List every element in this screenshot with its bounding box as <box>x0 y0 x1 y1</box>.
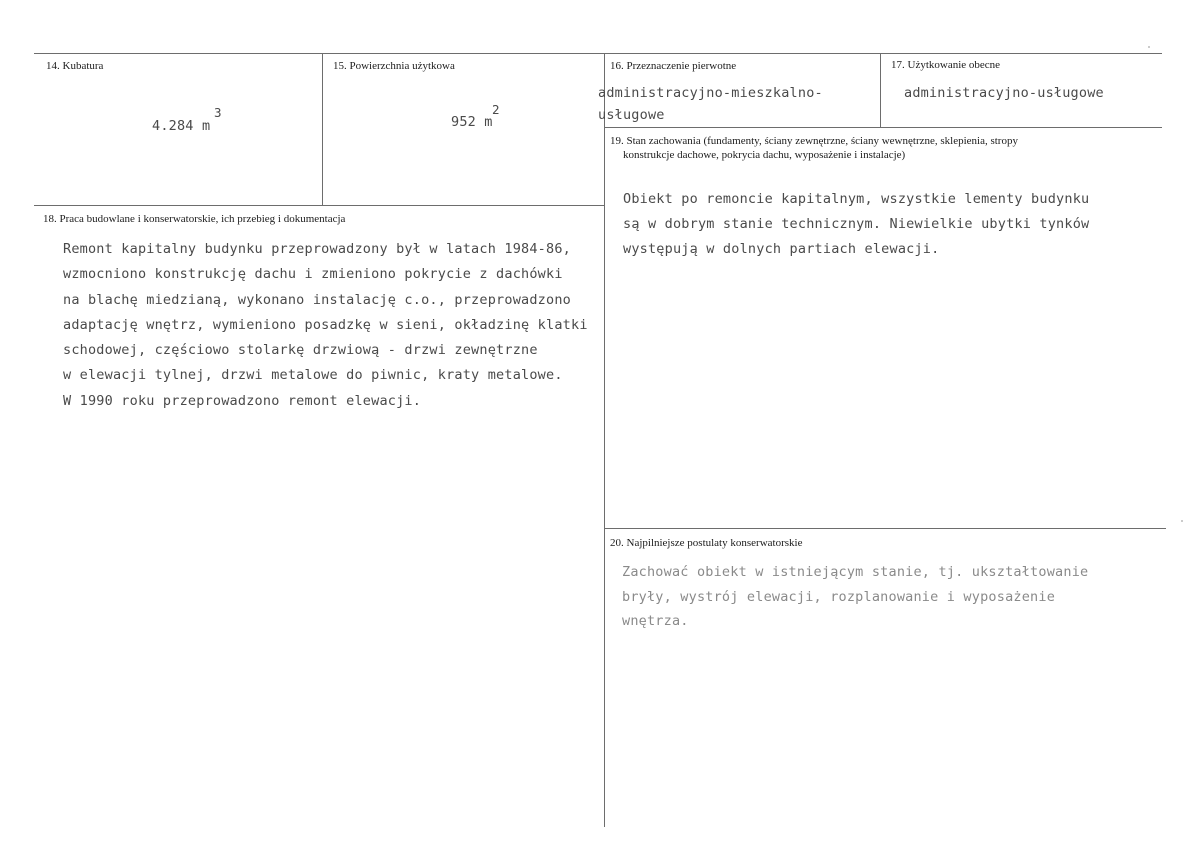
field-16-line: usługowe <box>598 107 665 123</box>
field-18-text <box>63 237 588 414</box>
field-14-value <box>152 105 272 146</box>
field-20-text <box>622 560 1088 634</box>
field-20-label: 20. Najpilniejsze postulaty konserwatorskie <box>610 537 803 549</box>
scan-speck <box>1181 520 1183 522</box>
field-18-line: w elewacji tylnej, drzwi metalowe do piwnic, kraty metalowe. <box>63 367 563 384</box>
field-19-label-line-2: konstrukcje dachowe, pokrycia dachu, wyposażenie i instalacje) <box>623 149 906 161</box>
field-19-line: występują w dolnych partiach elewacji. <box>623 241 940 257</box>
field-18-line: adaptację wnętrz, wymieniono posadzkę w sieni, okładzinę klatki <box>63 316 588 333</box>
rule-16-17-bottom <box>604 127 1162 128</box>
field-16-value <box>598 82 823 126</box>
field-19-line: są w dobrym stanie technicznym. Niewielkie ubytki tynków <box>623 216 1090 232</box>
rule-19-bottom <box>604 528 1166 529</box>
rule-14-15-bottom <box>34 205 604 206</box>
field-20-line: Zachować obiekt w istniejącym stanie, tj. ukształtowanie <box>622 564 1089 580</box>
field-20-line: wnętrza. <box>622 613 689 629</box>
field-16-line: administracyjno-mieszkalno- <box>598 85 823 101</box>
field-18-line: W 1990 roku przeprowadzono remont elewacji. <box>63 392 422 409</box>
field-17-label: 17. Użytkowanie obecne <box>891 59 1001 71</box>
field-18-line: Remont kapitalny budynku przeprowadzony był w latach 1984-86, <box>63 241 571 257</box>
divider-14-15 <box>322 53 323 205</box>
powierzchnia-value: 952 m <box>451 114 493 130</box>
field-20-line: bryły, wystrój elewacji, rozplanowanie i wyposażenie <box>622 588 1056 605</box>
field-16-label: 16. Przeznaczenie pierwotne <box>610 60 737 72</box>
divider-center <box>604 53 605 827</box>
field-19-label-line-1: 19. Stan zachowania (fundamenty, ściany zewnętrzne, ściany wewnętrzne, sklepienia, stropy <box>610 135 1018 147</box>
field-19-line: Obiekt po remoncie kapitalnym, wszystkie lementy budynku <box>623 191 1090 207</box>
field-18-label: 18. Praca budowlane i konserwatorskie, ich przebieg i dokumentacja <box>43 213 346 225</box>
kubatura-value: 4.284 m <box>152 118 211 134</box>
field-19-text <box>623 187 1089 262</box>
scan-speck <box>1148 46 1150 48</box>
field-14-label: 14. Kubatura <box>46 60 104 72</box>
divider-16-17 <box>880 53 881 127</box>
powierzchnia-exponent: 2 <box>492 102 500 117</box>
field-17-value: administracyjno-usługowe <box>904 85 1104 101</box>
field-18-line: na blachę miedzianą, wykonano instalację c.o., przeprowadzono <box>63 291 571 308</box>
field-15-value <box>451 104 561 140</box>
field-18-line: schodowej, częściowo stolarkę drzwiową - drzwi zewnętrzne <box>63 342 538 359</box>
kubatura-exponent: 3 <box>214 105 222 120</box>
field-18-line: wzmocniono konstrukcję dachu i zmieniono pokrycie z dachówki <box>63 266 563 283</box>
field-15-label: 15. Powierzchnia użytkowa <box>333 60 455 72</box>
form-top-rule <box>34 53 1162 54</box>
